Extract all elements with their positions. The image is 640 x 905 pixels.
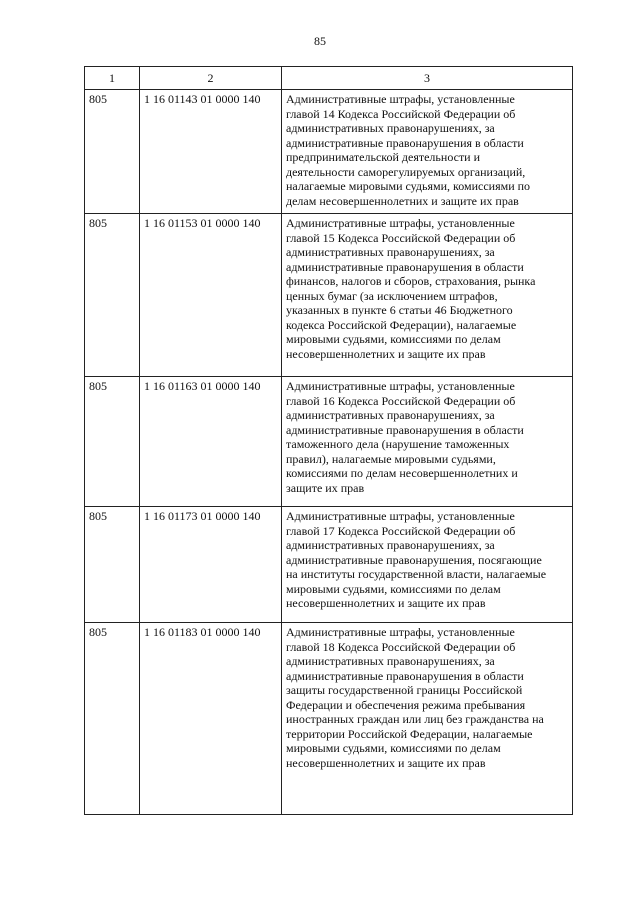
table-row xyxy=(85,90,573,214)
description-cell: Административные штрафы, установленные главой 18 Кодекса Российской Федерации об административных правонарушениях, за административные правонарушения в области защиты государственной границы Российской Федерации и обеспечения режима пребывания иностранных граждан или лиц без гражданства на территории Российской Федерации, налагаемые мировыми судьями, комиссиями по делам несовершеннолетних и защите их прав xyxy=(282,623,573,815)
description-cell: Административные штрафы, установленные главой 14 Кодекса Российской Федерации об административных правонарушениях, за административные правонарушения в области предпринимательской деятельности и деятельности саморегулируемых организаций, налагаемые мировыми судьями, комиссиями по делам несовершеннолетних и защите их прав xyxy=(282,90,573,214)
admin-code-cell: 805 xyxy=(85,507,140,623)
admin-code-cell: 805 xyxy=(85,90,140,214)
admin-code-cell: 805 xyxy=(85,214,140,377)
kbk-code-cell: 1 16 01173 01 0000 140 xyxy=(140,507,282,623)
table-header-row xyxy=(85,67,573,90)
column-header-2: 2 xyxy=(140,67,282,90)
table-row xyxy=(85,507,573,623)
page-number: 85 xyxy=(314,34,326,48)
table-row xyxy=(85,214,573,377)
admin-code-cell: 805 xyxy=(85,623,140,815)
table-row xyxy=(85,623,573,815)
budget-codes-table xyxy=(84,66,573,815)
column-header-1: 1 xyxy=(85,67,140,90)
kbk-code-cell: 1 16 01163 01 0000 140 xyxy=(140,377,282,507)
description-cell: Административные штрафы, установленные главой 15 Кодекса Российской Федерации об административных правонарушениях, за административные правонарушения в области финансов, налогов и сборов, страхования, рынка ценных бумаг (за исключением штрафов, указанных в пункте 6 статьи 46 Бюджетного кодекса Российской Федерации), налагаемые мировыми судьями, комиссиями по делам несовершеннолетних и защите их прав xyxy=(282,214,573,377)
kbk-code-cell: 1 16 01183 01 0000 140 xyxy=(140,623,282,815)
description-cell: Административные штрафы, установленные главой 16 Кодекса Российской Федерации об административных правонарушениях, за административные правонарушения в области таможенного дела (нарушение таможенных правил), налагаемые мировыми судьями, комиссиями по делам несовершеннолетних и защите их прав xyxy=(282,377,573,507)
description-cell: Административные штрафы, установленные главой 17 Кодекса Российской Федерации об административных правонарушениях, за административные правонарушения, посягающие на институты государственной власти, налагаемые мировыми судьями, комиссиями по делам несовершеннолетних и защите их прав xyxy=(282,507,573,623)
table-row xyxy=(85,377,573,507)
admin-code-cell: 805 xyxy=(85,377,140,507)
kbk-code-cell: 1 16 01143 01 0000 140 xyxy=(140,90,282,214)
kbk-code-cell: 1 16 01153 01 0000 140 xyxy=(140,214,282,377)
column-header-3: 3 xyxy=(282,67,573,90)
